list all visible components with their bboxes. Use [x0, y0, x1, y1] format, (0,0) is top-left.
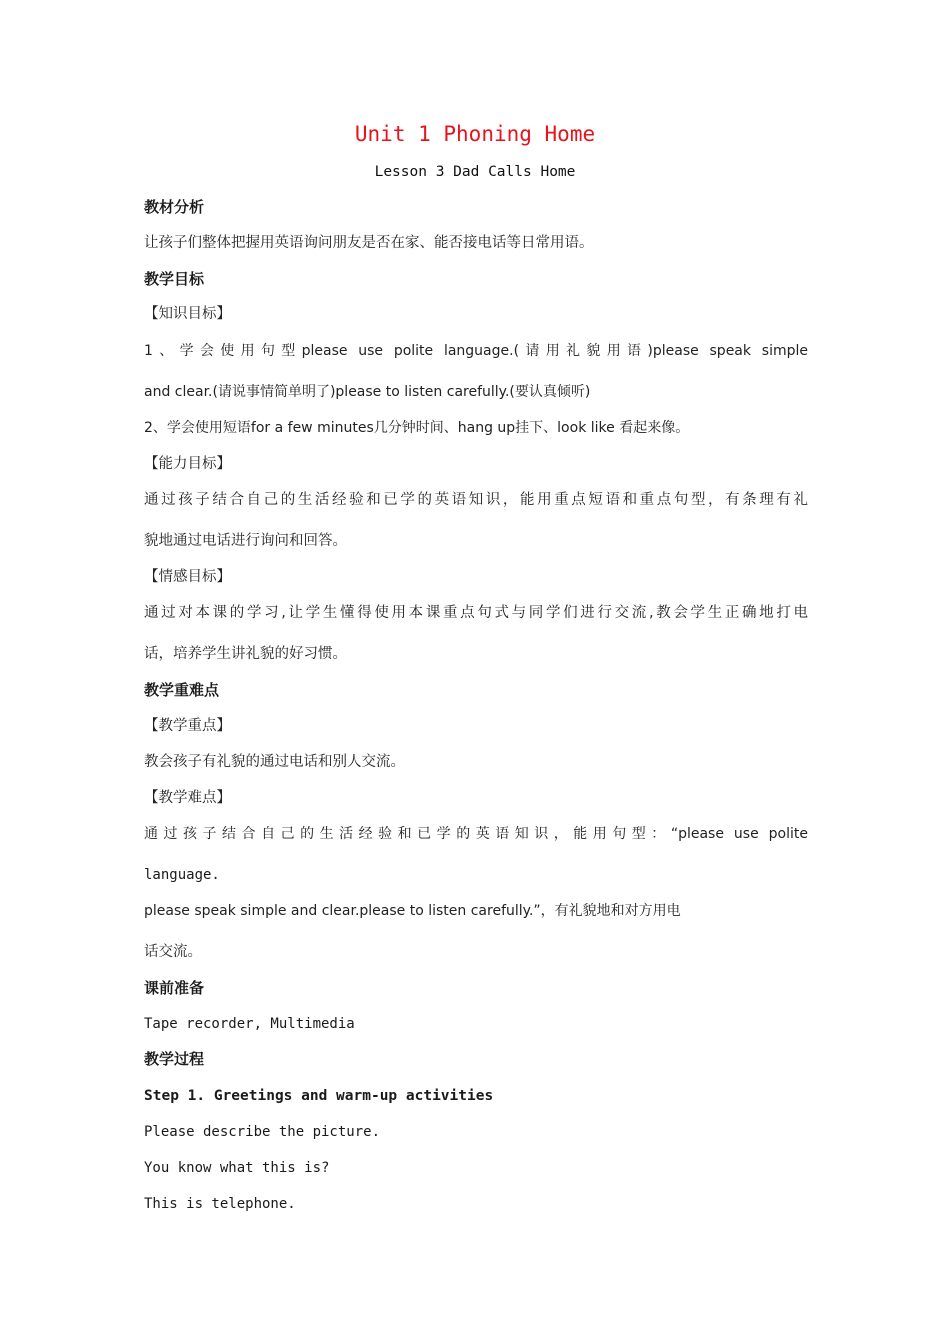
subheading-knowledge: 【知识目标】 [144, 306, 231, 322]
paragraph-line: 教会孩子有礼貌的通过电话和别人交流。 [144, 754, 405, 770]
paragraph-line: 2、学会使用短语for a few minutes几分钟时间、hang up挂下、look like 看起来像。 [144, 420, 690, 436]
paragraph-line: 通过孩子结合自己的生活经验和已学的英语知识，能用重点短语和重点句型，有条理有礼 [144, 492, 808, 508]
section-heading-process: 教学过程 [144, 1050, 205, 1068]
paragraph-line: and clear.(请说事情简单明了)please to listen carefully.(要认真倾听) [144, 384, 591, 400]
section-heading-key-points: 教学重难点 [144, 681, 220, 699]
paragraph-line: Please describe the picture. [144, 1124, 381, 1140]
subheading-difficulty: 【教学难点】 [144, 790, 231, 806]
section-heading-materials: 教材分析 [144, 198, 205, 216]
paragraph-line: 通过孩子结合自己的生活经验和已学的英语知识，能用句型：“please use polite [144, 826, 808, 842]
paragraph-line: 1、学会使用句型please use polite language.(请用礼貌用语)please speak simple [144, 343, 808, 359]
paragraph-line: 貌地通过电话进行询问和回答。 [144, 533, 347, 549]
step-heading: Step 1. Greetings and warm-up activities [144, 1088, 494, 1104]
paragraph-line: You know what this is? [144, 1160, 330, 1176]
section-heading-preparation: 课前准备 [144, 979, 205, 997]
paragraph-line: please speak simple and clear.please to listen carefully.”，有礼貌地和对方用电 [144, 903, 681, 919]
paragraph-line: 话，培养学生讲礼貌的好习惯。 [144, 646, 347, 662]
document-title: Unit 1 Phoning Home [354, 122, 596, 146]
paragraph-line: 通过对本课的学习,让学生懂得使用本课重点句式与同学们进行交流,教会学生正确地打电 [144, 605, 808, 621]
section-heading-goals: 教学目标 [144, 270, 205, 288]
subheading-ability: 【能力目标】 [144, 456, 231, 472]
paragraph-line: 话交流。 [144, 944, 202, 960]
paragraph-line: 让孩子们整体把握用英语询问朋友是否在家、能否接电话等日常用语。 [144, 235, 594, 251]
subheading-focus: 【教学重点】 [144, 718, 231, 734]
paragraph-line: language. [144, 867, 220, 883]
subheading-emotion: 【情感目标】 [144, 569, 231, 585]
paragraph-line: This is telephone. [144, 1196, 296, 1212]
paragraph-line: Tape recorder, Multimedia [144, 1016, 355, 1032]
document-subtitle: Lesson 3 Dad Calls Home [374, 164, 576, 180]
